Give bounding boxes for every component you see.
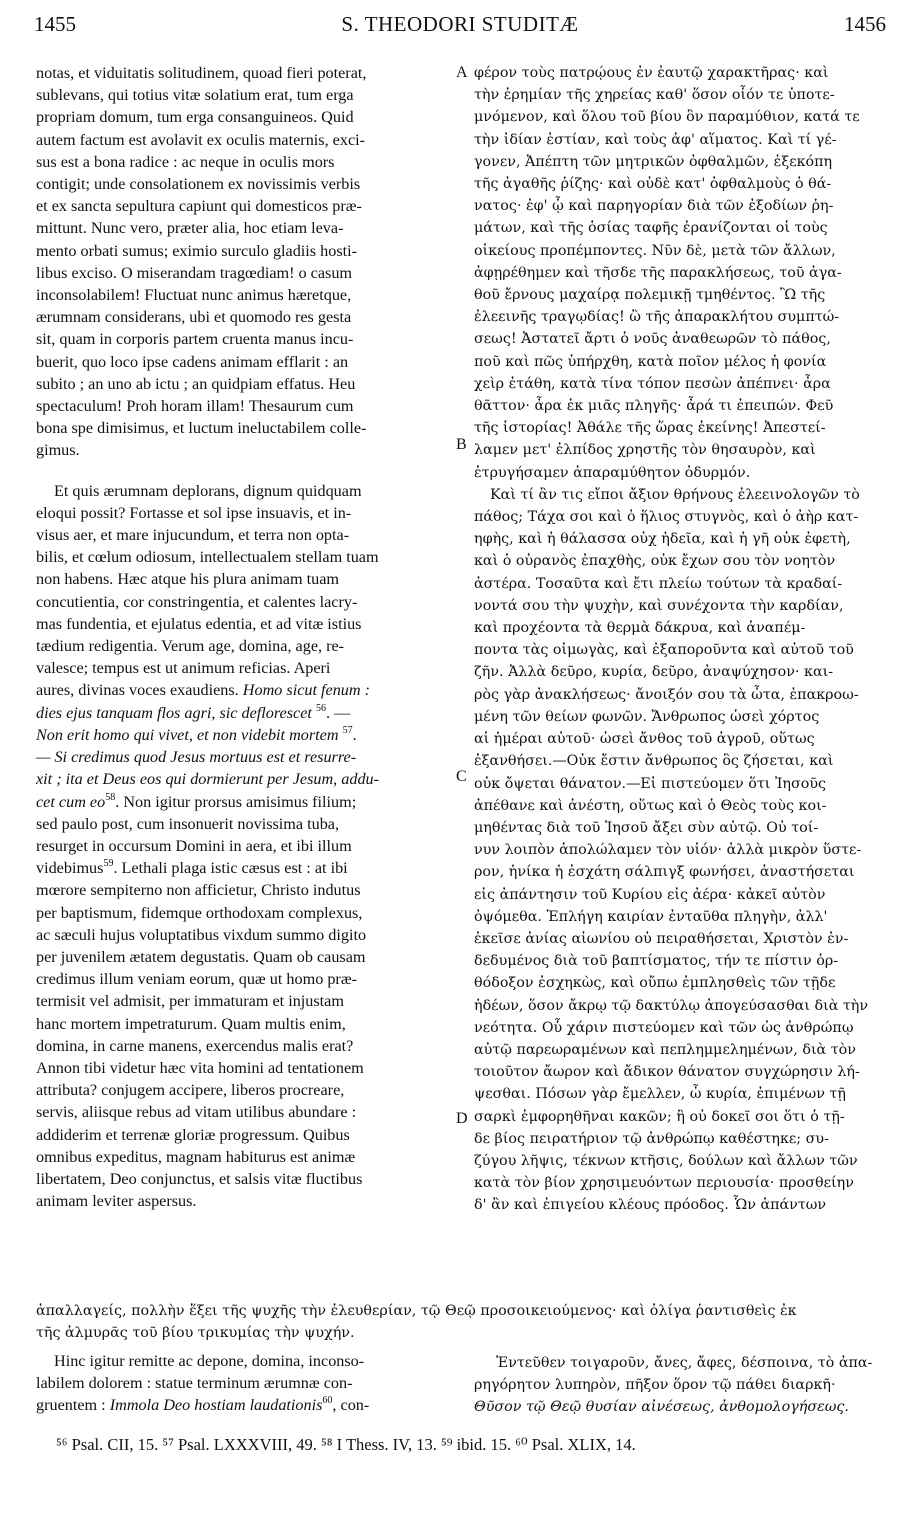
- text-line: ἀφῃρέθημεν καὶ τῆσδε τῆς παρακλήσεως, τοῦ ἀγα-: [474, 264, 842, 281]
- text-line: et ex sancta sepultura capiunt qui domesticos præ-: [36, 197, 362, 216]
- text-line: νυν λοιπὸν ἀπολώλαμεν τὸν υἱόν· ἀλλὰ μικρὸν ὕστε-: [474, 842, 862, 859]
- text-line: δεδυμένος διὰ τοῦ βαπτίσματος, τήν τε πίστιν ὀρ-: [474, 953, 839, 970]
- text-line: ἐλεεινῆς τραγῳδίας! ὢ τῆς ἀπαρακλήτου συμπτώ-: [474, 309, 840, 326]
- text-line: inconsolabilem! Fluctuat nunc animus hæretque,: [36, 286, 352, 305]
- text-line: libertatem, Deo conjunctus, et salsis vitæ fluctibus: [36, 1169, 363, 1188]
- text-line: Annon tibi videtur hæc vita homini ad tentationem: [36, 1058, 364, 1077]
- text-line: νεότητα. Οὗ χάριν πιστεύομεν καὶ τῶν ὡς ἀνθρώπῳ: [474, 1019, 854, 1036]
- scripture-quote: dies ejus tanquam flos agri, sic deflorescet: [36, 703, 312, 722]
- text-run: , con-: [332, 1396, 370, 1415]
- text-line: νοντά σου τὴν ψυχὴν, καὶ συνέχοντα τὴν καρδίαν,: [474, 597, 844, 614]
- greek-closing-paragraph: [474, 1352, 884, 1419]
- text-line: per juvenilem ætatem degustatis. Quam ob causam: [36, 947, 366, 966]
- text-line: mittunt. Nunc vero, præter alia, hoc etiam leva-: [36, 219, 344, 238]
- text-line: labilem dolorem : statue terminum ærumnæ con-: [36, 1374, 353, 1393]
- text-line: sublevans, qui totius vitæ solatium erat, tum erga: [36, 86, 354, 105]
- left-page-number: 1455: [34, 12, 76, 36]
- text-line: visus aer, et mare injucundum, et terra non opta-: [36, 526, 350, 545]
- text-line: θοῦ ἔρνους μαχαίρᾳ πολεμικῇ τμηθέντος. Ὢ τῆς: [474, 287, 826, 304]
- text-line: ἡδέων, ὅσον ἄκρῳ τῷ δακτύλῳ ἀπογεύσασθαι διὰ τὴν: [474, 997, 869, 1014]
- greek-column: [474, 62, 884, 1217]
- text-line: τῆς ἀγαθῆς ῥίζης· καὶ οὐδὲ κατ' ὀφθαλμοὺς ὁ θά-: [474, 176, 832, 193]
- text-line: omnibus expeditus, magnam habiturus est animæ: [36, 1147, 356, 1166]
- scripture-quote: Immola Deo hostiam laudationis: [109, 1396, 323, 1415]
- text-line: ἐτρυγήσαμεν ἀπαραμύθητον ὀδυρμόν.: [474, 464, 751, 481]
- text-line: [36, 791, 456, 813]
- text-line: ψεσθαι. Πόσων γὰρ ἔμελλεν, ὦ κυρία, ἐπιμένων τῇ: [474, 1086, 846, 1103]
- text-line: ζύγου λῆψις, τέκνων κτῆσις, δούλων καὶ ἄλλων τῶν: [474, 1152, 858, 1169]
- text-line: eloqui possit? Fortasse et sol ipse insuavis, et in-: [36, 503, 352, 522]
- text-line: valesce; tempus est ut animum reficias. Aperi: [36, 659, 331, 678]
- text-line: ἀπέθανε καὶ ἀνέστη, οὕτως καὶ ὁ Θεὸς τοὺς κοι-: [474, 797, 827, 814]
- text-line: Et quis ærumnam deplorans, dignum quidquam: [54, 481, 362, 500]
- text-line: animam leviter aspersus.: [36, 1192, 197, 1211]
- text-run: . Non igitur prorsus amisimus filium;: [115, 792, 357, 811]
- text-line: ηφὴς, καὶ ἡ θάλασσα οὐχ ἡδεῖα, καὶ ἡ γῆ οὐκ ἐφετὴ,: [474, 531, 851, 548]
- footnote-ref: 58: [105, 791, 116, 803]
- text-line: μάτων, καὶ τῆς ὁσίας ταφῆς ἐρανίζονται οἱ τοὺς: [474, 220, 828, 237]
- footnotes: ⁵⁶ Psal. CII, 15. ⁵⁷ Psal. LXXXVIII, 49. ⁵⁸ I Thess. IV, 13. ⁵⁹ ibid. 15. ⁶⁰ Psal. XLIX, 14.: [56, 1435, 636, 1454]
- text-line: gimus.: [36, 441, 80, 460]
- scripture-quote: Homo sicut fenum :: [242, 681, 371, 700]
- scripture-quote: — Si credimus quod Jesus mortuus est et resurre-: [36, 748, 357, 767]
- section-marker-c: C: [456, 768, 467, 785]
- page-header: [34, 12, 886, 44]
- text-line: hanc mortem impetraturum. Quam multis enim,: [36, 1014, 346, 1033]
- spanning-line: τῆς ἁλμυρᾶς τοῦ βίου τρικυμίας τὴν ψυχήν.: [36, 1325, 355, 1341]
- latin-column: [36, 62, 456, 1212]
- section-marker-d: D: [456, 1110, 468, 1127]
- text-line: [36, 1394, 456, 1416]
- text-line: bilis, et cœlum odiosum, intellectualem stellam tuam: [36, 548, 379, 567]
- section-marker-a: A: [456, 64, 468, 81]
- latin-closing-paragraph: [36, 1350, 456, 1417]
- text-line: ἀστέρα. Τοσαῦτα καὶ ἔτι πλείω τούτων τὰ κραδαί-: [474, 575, 843, 592]
- text-line: καὶ προχέοντα τὰ θερμὰ δάκρυα, καὶ ἀναπέμ-: [474, 620, 806, 637]
- text-line: tædium redigentia. Verum age, domina, age, re-: [36, 637, 345, 656]
- text-line: spectaculum! Proh horam illam! Thesaurum cum: [36, 397, 354, 416]
- text-line: [36, 679, 456, 701]
- scripture-quote: xit ; ita et Deus eos qui dormierunt per Jesum, addu-: [36, 770, 380, 789]
- text-line: per baptismum, fidemque orthodoxam complexus,: [36, 903, 363, 922]
- running-title: S. THEODORI STUDITÆ: [341, 12, 579, 36]
- text-line: γονεν, Ἀπέπτη τῶν μητρικῶν ὀφθαλμῶν, ἐξεκόπη: [474, 153, 833, 170]
- text-line: ρον, ἡνίκα ἡ ἐσχάτη σάλπιγξ φωνήσει, ἀναστήσεται: [474, 864, 855, 881]
- text-line: δ' ἂν καὶ ἐπιγείου κλέους πρόοδος. Ὧν ἁπάντων: [474, 1197, 827, 1214]
- text-line: dies ejus tanquam flos agri, sic deflorescet $^{56}$. —: [36, 702, 351, 722]
- right-page-number: 1456: [844, 12, 886, 36]
- text-line: ἐκεῖσε ἀνίας αἰωνίου οὐ πειραθήσεται, Χριστὸν ἐν-: [474, 930, 849, 947]
- text-line: mœrore sempiterno non afficietur, Christo indutus: [36, 881, 361, 900]
- text-line: credimus illum veniam eorum, quæ ut homo præ-: [36, 970, 358, 989]
- text-line: servis, aliisque rebus ad vitam utilibus abundare :: [36, 1103, 357, 1122]
- scripture-quote: cet cum eo: [36, 792, 106, 811]
- scripture-quote: Non erit homo qui vivet, et non videbit mortem: [36, 725, 339, 744]
- text-line: propriam domum, tum erga consanguineos. Quid: [36, 108, 354, 127]
- text-line: θᾶττον· ἆρα ἐκ μιᾶς πληγῆς· ἆρά τι ἐπειπών. Φεῦ: [474, 398, 834, 415]
- text-line: μνόμενον, καὶ ὅλου τοῦ βίου ὂν παραμύθιον, κατά τε: [474, 109, 860, 126]
- text-line: sus est a bona radice : ac neque in oculis mors: [36, 152, 335, 171]
- text-line: θόδοξον ἐσχηκὼς, καὶ οὔπω ἐμπλησθεὶς τῶν τῇδε: [474, 975, 836, 992]
- text-line: φέρον τοὺς πατρῴους ἐν ἑαυτῷ χαρακτῆρας· καὶ: [474, 65, 829, 81]
- text-line: λαμεν μετ' ἐλπίδος χρηστῆς τὸν θησαυρὸν, καὶ: [474, 442, 816, 459]
- text-line: κατὰ τὸν βίον χρησιμευόντων περιουσία· προσθείην: [474, 1175, 854, 1192]
- latin-paragraph-2: [36, 480, 456, 1213]
- text-line: attributa? conjugem accipere, liberos procreare,: [36, 1081, 345, 1100]
- text-line: notas, et viduitatis solitudinem, quoad fieri poterat,: [36, 64, 367, 82]
- text-line: autem factum est avolavit ex oculis maternis, exci-: [36, 130, 366, 149]
- text-run: gruentem :: [36, 1396, 106, 1415]
- footnote-ref: 56: [315, 702, 326, 714]
- text-line: ρηγόρητον λυπηρὸν, πῆξον ὅρον τῷ πάθει διαρκῆ·: [474, 1377, 836, 1394]
- text-line: ὀψόμεθα. Ἐπλήγη καιρίαν ἐνταῦθα πληγὴν, ἀλλ': [474, 908, 828, 925]
- spanning-line: ἀπαλλαγείς, πολλὴν ἕξει τῆς ψυχῆς τὴν ἐλευθερίαν, τῷ Θεῷ προσοικειούμενος· καὶ ὀλίγα ῥαντισθεὶς ἐκ: [36, 1303, 797, 1319]
- text-line: καὶ ὁ οὐρανὸς ἐπαχθὴς, οὐκ ἔχων σου τὸν νοητὸν: [474, 553, 836, 570]
- latin-paragraph-1: [36, 62, 456, 462]
- text-line: εἰς ἀπάντησιν τοῦ Κυρίου εἰς ἀέρα· κἀκεῖ αὐτὸν: [474, 886, 826, 903]
- section-marker-b: B: [456, 436, 467, 453]
- text-line: concutientia, cor constringentia, et calentes lacry-: [36, 592, 358, 611]
- text-line: ζῆν. Ἀλλὰ δεῦρο, κυρία, δεῦρο, ἀναψύχησον· και-: [474, 664, 834, 681]
- text-line: ποντα τὰς οἰμωγὰς, καὶ ἐξαποροῦντα καὶ αὐτοῦ τοῦ: [474, 642, 854, 659]
- text-line: ἐξανθήσει.—Οὐκ ἔστιν ἄνθρωπος ὃς ζήσεται, καὶ: [474, 753, 834, 770]
- text-line: ποῦ καὶ πῶς ὑπήρχθη, κατὰ ποῖον μέλος ἡ φονία: [474, 353, 827, 370]
- text-line: τῆς ἱστορίας! Ἀθάλε τῆς ὥρας ἐκείνης! Ἀπεστεί-: [474, 420, 826, 437]
- text-run: aures, divinas voces exaudiens.: [36, 681, 239, 700]
- text-line: μηθέντας διὰ τοῦ Ἰησοῦ ἄξει σὺν αὐτῷ. Οὐ τοί-: [474, 819, 819, 836]
- text-run: . Lethali plaga istic cæsus est : at ibi: [113, 859, 348, 878]
- text-line: mas fundentia, et ejulatus edentia, et ad vitæ istius: [36, 614, 362, 633]
- text-line: πάθος; Τάχα σοι καὶ ὁ ἥλιος στυγνὸς, καὶ ὁ ἀὴρ κατ-: [474, 509, 859, 526]
- text-line: subito ; an uno ab ictu ; an quidpiam effatus. Heu: [36, 374, 356, 393]
- text-line: σεως! Ἀστατεῖ ἄρτι ὁ νοῦς ἀναθεωρῶν τὸ πάθος,: [474, 331, 831, 348]
- text-line: ac sæculi hujus voluptatibus vixdum summo digito: [36, 925, 367, 944]
- text-line: Hinc igitur remitte ac depone, domina, inconso-: [54, 1352, 365, 1370]
- text-line: libus exciso. O miserandam tragœdiam! o casum: [36, 263, 353, 282]
- text-line: μένη τῶν θείων φωνῶν. Ἄνθρωπος ὡσεὶ χόρτος: [474, 708, 820, 725]
- text-line: οἰκείους προπέμποντες. Νῦν δὲ, μετὰ τῶν ἄλλων,: [474, 242, 836, 259]
- text-line: τὴν ἐρημίαν τῆς χηρείας καθ' ὅσον οἷόν τε ὑποτε-: [474, 87, 835, 104]
- text-line: domina, in carne manens, exercendus malis erat?: [36, 1036, 354, 1055]
- footnote-ref: 57: [342, 724, 353, 736]
- text-line: δε βίος πειρατήριον τῷ ἀνθρώπῳ καθέστηκε; συ-: [474, 1130, 829, 1147]
- text-line: Θῦσον τῷ Θεῷ θυσίαν αἰνέσεως, ἀνθομολογήσεως.: [474, 1399, 849, 1416]
- text-line: αἱ ἡμέραι αὐτοῦ· ὡσεὶ ἄνθος τοῦ ἀγροῦ, οὕτως: [474, 731, 815, 748]
- text-line: τὴν ἰδίαν ἑστίαν, καὶ τοὺς ἀφ' αἵματος. Καὶ τί γέ-: [474, 131, 837, 148]
- text-line: bona spe dimisimus, et luctum ineluctabilem colle-: [36, 419, 367, 438]
- text-line: χεὶρ ἐτάθη, κατὰ τίνα τόπον πεσὼν ἀπέπνει· ἆρα: [474, 375, 831, 392]
- text-line: resurget in occursum Domini in aera, et ibi illum: [36, 836, 352, 855]
- text-line: contigit; unde consolationem ex novissimis verbis: [36, 175, 361, 194]
- footnote-ref: 59: [103, 858, 114, 870]
- text-line: Καὶ τί ἂν τις εἴποι ἄξιον θρήνους ἐλεεινολογῶν τὸ: [490, 486, 860, 503]
- text-run: videbimus: [36, 859, 104, 878]
- text-line: ærumnam considerans, ubi et quomodo res gesta: [36, 308, 352, 327]
- text-line: σαρκὶ ἐμφορηθῆναι κακῶν; ἢ οὐ δοκεῖ σοι ὅτι ὁ τῇ-: [474, 1108, 845, 1125]
- text-line: addiderim et terrenæ gloriæ progressum. Quibus: [36, 1125, 350, 1144]
- text-line: mento orbati sumus; eximio surculo gladiis hosti-: [36, 241, 358, 260]
- text-line: non habens. Hæc atque his plura animam tuam: [36, 570, 339, 589]
- text-line: οὐκ ὄψεται θάνατον.—Εἰ πιστεύομεν ὅτι Ἰησοῦς: [474, 775, 827, 792]
- text-line: αὐτῷ παρεωραμένων καὶ πεπλημμελημένων, διὰ τὸν: [474, 1041, 856, 1058]
- text-line: ρὸς γὰρ ἀνακλήσεως· ἄνοιξόν σου τὰ ὦτα, ἐπακροω-: [474, 686, 859, 703]
- text-line: sit, quam in corporis partem cruenta manus incu-: [36, 330, 354, 349]
- text-line: sed paulo post, cum insonuerit novissima tuba,: [36, 814, 340, 833]
- text-line: [36, 857, 456, 879]
- text-line: νατος· ἐφ' ᾧ καὶ παρηγορίαν διὰ τῶν ἐξοδίων ῥη-: [474, 198, 834, 215]
- text-line: Non erit homo qui vivet, et non videbit mortem $^{57}$.: [36, 724, 357, 744]
- text-line: τοιοῦτον ἄωρον καὶ ἄδικον θάνατον συγχώρησιν λή-: [474, 1064, 860, 1081]
- text-line: Ἐντεῦθεν τοιγαροῦν, ἄνες, ἄφες, δέσποινα, τὸ ἀπα-: [496, 1355, 873, 1371]
- text-line: termisit vel admisit, per immaturam et injustam: [36, 992, 344, 1011]
- text-line: buerit, quo loco ipse cadens animam efflarit : an: [36, 352, 349, 371]
- footnote-ref: 60: [322, 1395, 333, 1407]
